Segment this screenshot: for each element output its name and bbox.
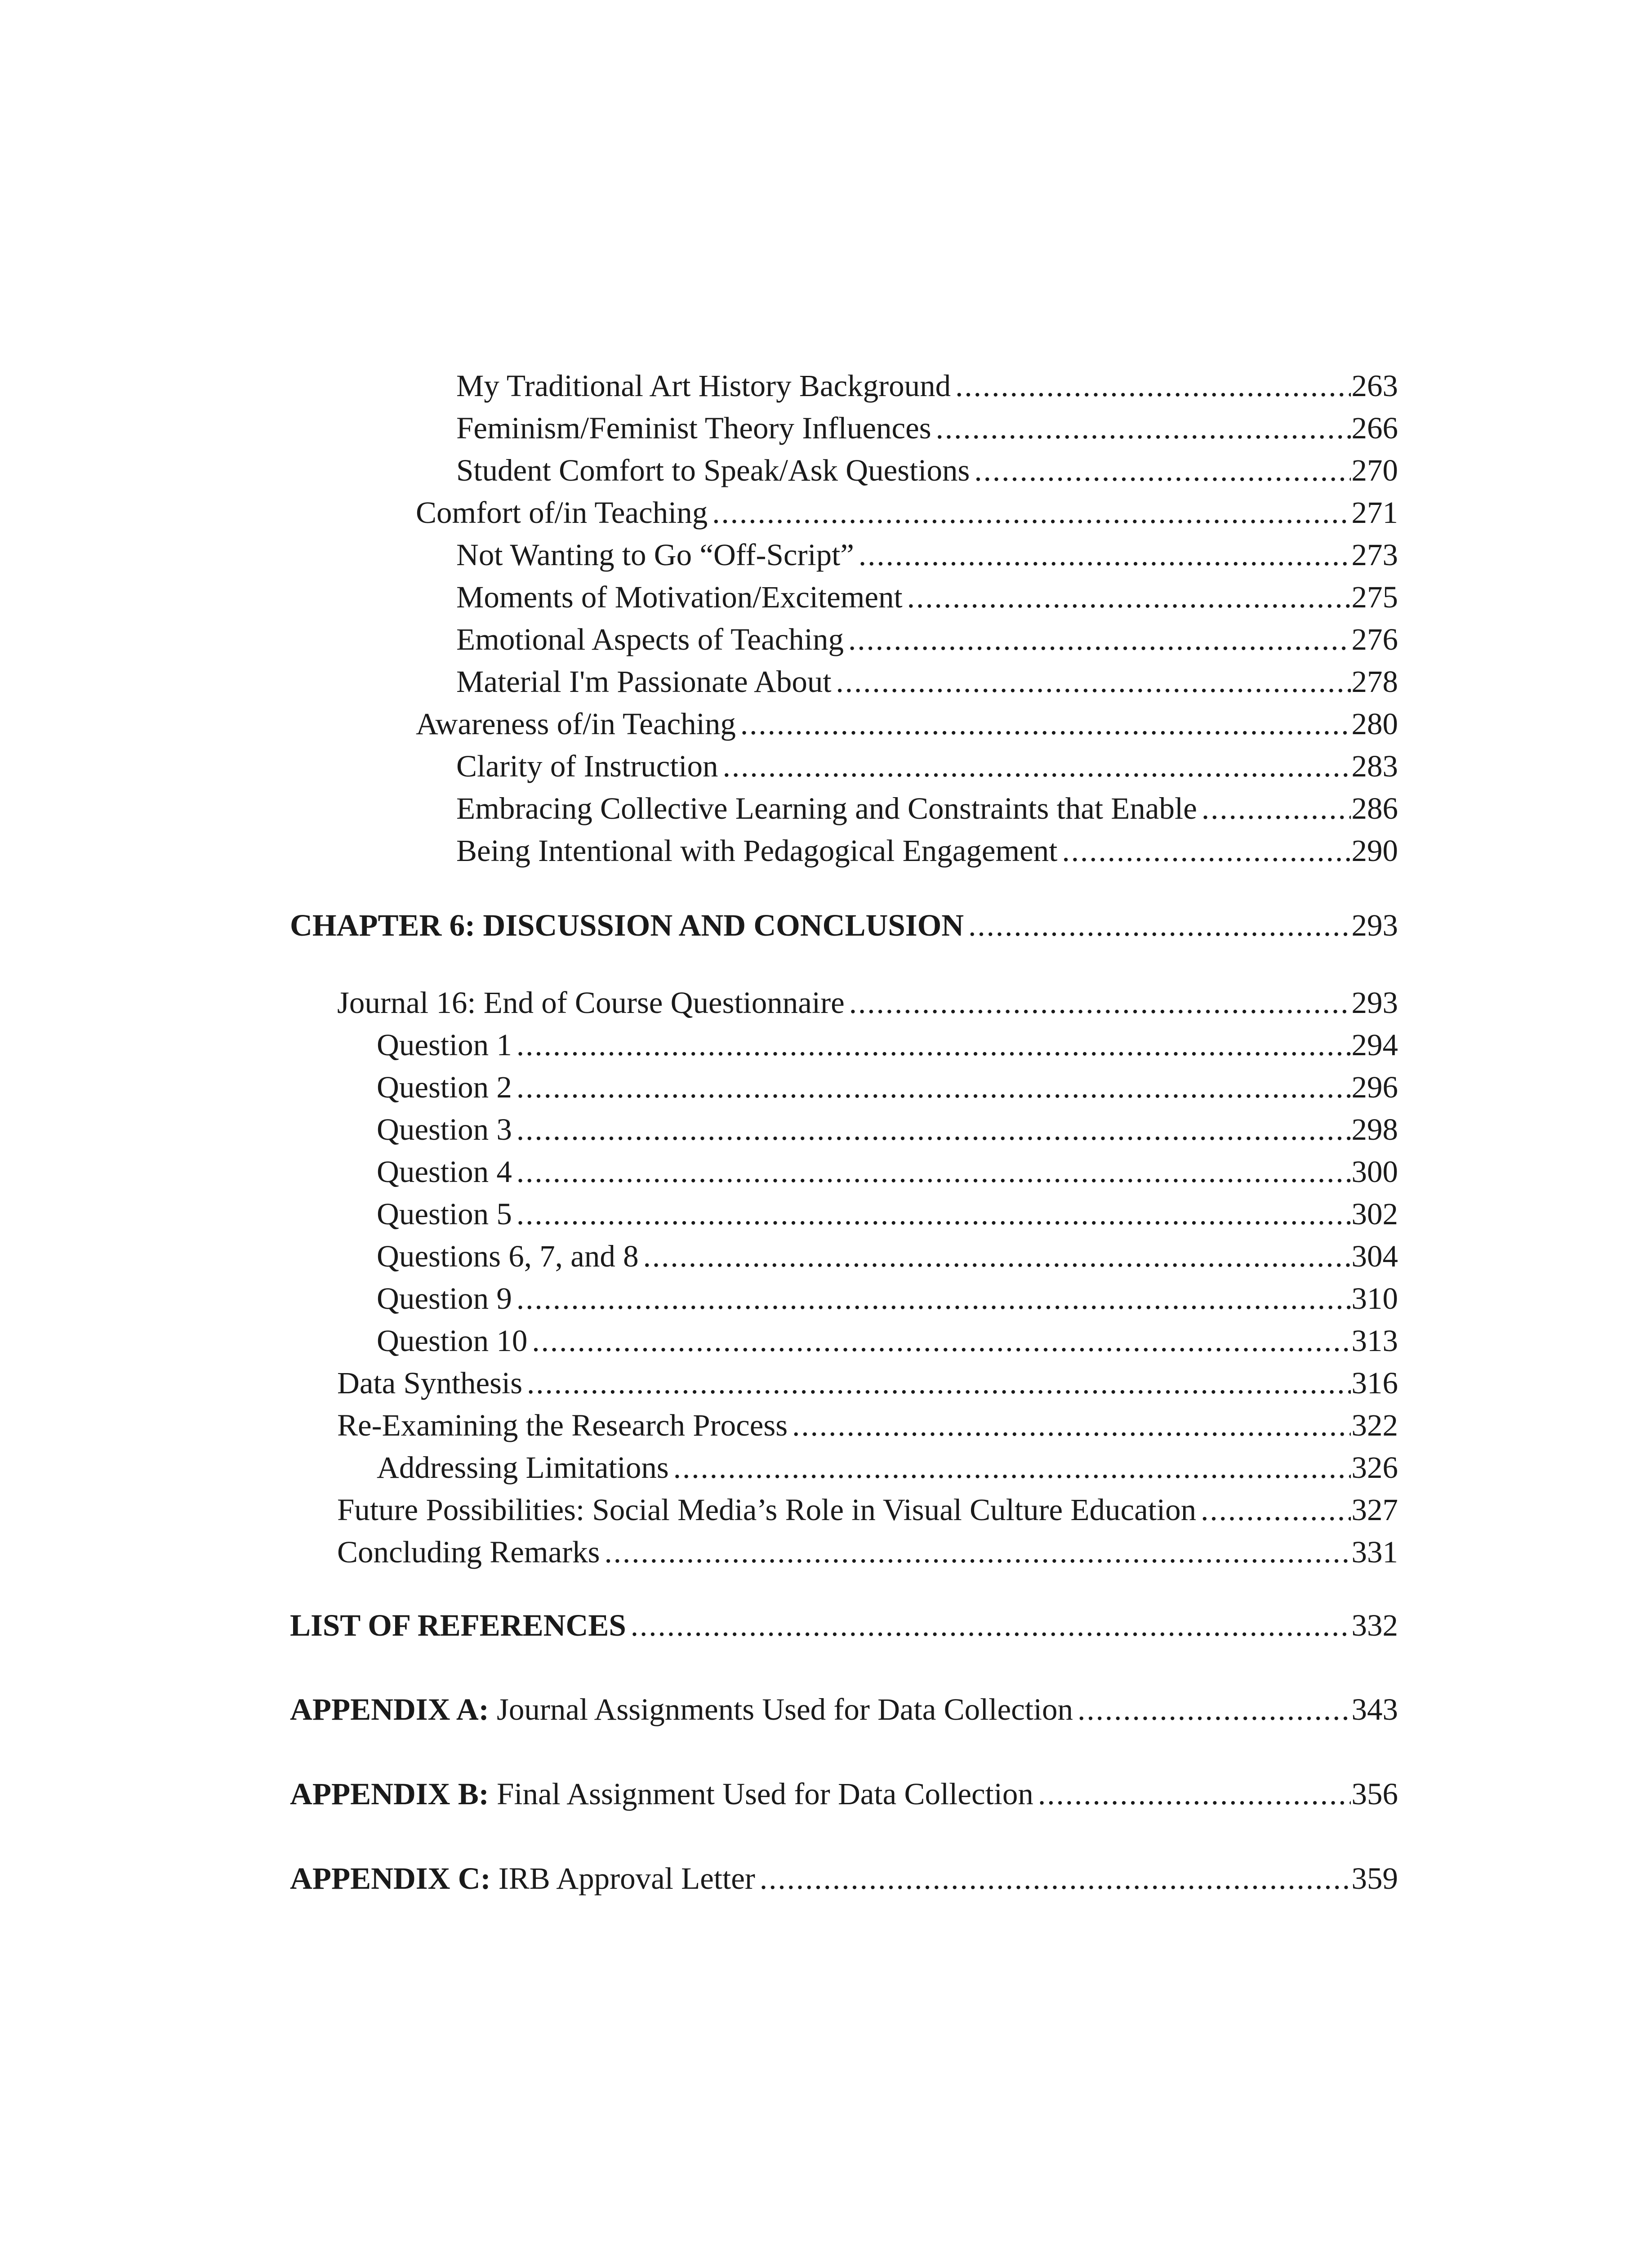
toc-entry-title: Question 4: [377, 1155, 512, 1189]
dot-leader: [1062, 828, 1350, 873]
toc-entry: [416, 490, 1398, 535]
toc-entry-title: Student Comfort to Speak/Ask Questions: [456, 453, 970, 487]
toc-entry-title: Question 2: [377, 1070, 512, 1104]
toc-appendix-entry: [290, 1771, 1398, 1816]
dot-leader: [517, 1065, 1351, 1110]
toc-entry: [377, 1149, 1398, 1194]
appendix-label: APPENDIX C:: [290, 1861, 491, 1896]
toc-entry-page: 271: [1351, 495, 1398, 530]
toc-entry-page: 343: [1351, 1692, 1398, 1726]
toc-entry-page: 322: [1351, 1408, 1398, 1442]
toc-entry-page: 296: [1351, 1070, 1398, 1104]
toc-entry: [337, 1530, 1398, 1574]
toc-entry-title: Embracing Collective Learning and Constraints that Enable: [456, 791, 1197, 825]
toc-entry-page: 332: [1351, 1608, 1398, 1642]
toc-entry-title: Data Synthesis: [337, 1366, 523, 1400]
toc-entry-page: 290: [1351, 834, 1398, 868]
toc-entry: [377, 1065, 1398, 1110]
toc-entry: [337, 1360, 1398, 1405]
toc-entry-title: LIST OF REFERENCES: [290, 1608, 626, 1642]
dot-leader: [836, 659, 1351, 704]
toc-references-entry: [290, 1603, 1398, 1648]
toc-entry-title: Question 9: [377, 1281, 512, 1316]
toc-entry-page: 313: [1351, 1324, 1398, 1358]
dot-leader: [848, 617, 1351, 662]
dot-leader: [527, 1360, 1350, 1405]
toc-entry-page: 326: [1351, 1450, 1398, 1485]
toc-entry-page: 283: [1351, 749, 1398, 783]
toc-entry-title: Questions 6, 7, and 8: [377, 1239, 639, 1273]
dot-leader: [723, 744, 1351, 789]
dot-leader: [605, 1530, 1351, 1574]
toc-entry-page: 331: [1351, 1535, 1398, 1569]
toc-entry-title: Future Possibilities: Social Media’s Role in Visual Culture Education: [337, 1493, 1197, 1527]
toc-entry-title: [290, 1771, 1033, 1816]
toc-entry-title: Question 3: [377, 1112, 512, 1146]
toc-entry-title: Addressing Limitations: [377, 1450, 669, 1485]
appendix-label: APPENDIX B:: [290, 1777, 489, 1811]
toc-entry-page: 300: [1351, 1155, 1398, 1189]
toc-entry-title: Being Intentional with Pedagogical Engagement: [456, 834, 1058, 868]
dot-leader: [643, 1234, 1351, 1279]
toc-entry-page: 263: [1351, 369, 1398, 403]
toc-entry-title: Question 1: [377, 1028, 512, 1062]
toc-entry: [456, 363, 1398, 408]
dot-leader: [517, 1276, 1351, 1321]
dot-leader: [517, 1022, 1351, 1067]
dot-leader: [907, 575, 1351, 620]
toc-entry-title: Comfort of/in Teaching: [416, 495, 708, 530]
toc-entry-page: 273: [1351, 538, 1398, 572]
toc-entry-page: 356: [1351, 1777, 1398, 1811]
toc-appendix-entry: [290, 1687, 1398, 1732]
dot-leader: [968, 903, 1350, 948]
toc-entry: [337, 1487, 1398, 1532]
dot-leader: [517, 1191, 1351, 1236]
dot-leader: [631, 1603, 1351, 1648]
dot-leader: [955, 363, 1350, 408]
appendix-label: APPENDIX A:: [290, 1692, 489, 1726]
toc-entry-page: 316: [1351, 1366, 1398, 1400]
toc-entry-title: Question 10: [377, 1324, 528, 1358]
toc-entry: [456, 617, 1398, 662]
toc-entry-page: 310: [1351, 1281, 1398, 1316]
dot-leader: [936, 406, 1351, 450]
dot-leader: [740, 701, 1351, 746]
dot-leader: [532, 1318, 1350, 1363]
toc-entry-page: 286: [1351, 791, 1398, 825]
toc-entry-page: 276: [1351, 622, 1398, 656]
toc-entry-page: 304: [1351, 1239, 1398, 1273]
toc-entry: [456, 406, 1398, 450]
toc-entry: [337, 1403, 1398, 1448]
toc-entry-page: 275: [1351, 580, 1398, 614]
toc-entry: [377, 1234, 1398, 1279]
dot-leader: [974, 448, 1350, 493]
toc-entry-page: 293: [1351, 986, 1398, 1020]
dot-leader: [1201, 1487, 1350, 1532]
toc-entry-page: 298: [1351, 1112, 1398, 1146]
toc-entry: [377, 1445, 1398, 1490]
toc-entry: [416, 701, 1398, 746]
dot-leader: [849, 980, 1351, 1025]
toc-entry-title: [290, 1856, 755, 1901]
toc-entry: [377, 1191, 1398, 1236]
toc-entry-page: 302: [1351, 1197, 1398, 1231]
appendix-title: Final Assignment Used for Data Collection: [497, 1777, 1033, 1811]
toc-entry-page: 278: [1351, 665, 1398, 699]
toc-entry-title: Concluding Remarks: [337, 1535, 600, 1569]
appendix-title: Journal Assignments Used for Data Collection: [497, 1692, 1073, 1726]
appendix-title: IRB Approval Letter: [498, 1861, 755, 1896]
dot-leader: [792, 1403, 1350, 1448]
toc-entry: [456, 744, 1398, 789]
toc-entry-title: Moments of Motivation/Excitement: [456, 580, 903, 614]
toc-entry: [377, 1022, 1398, 1067]
toc-entry-title: Re-Examining the Research Process: [337, 1408, 788, 1442]
toc-entry-title: Material I'm Passionate About: [456, 665, 832, 699]
toc-entry-title: Feminism/Feminist Theory Influences: [456, 411, 931, 445]
dot-leader: [517, 1149, 1351, 1194]
toc-entry-title: [290, 1687, 1073, 1732]
toc-entry: [377, 1107, 1398, 1152]
dot-leader: [1038, 1771, 1351, 1816]
toc-entry-page: 294: [1351, 1028, 1398, 1062]
toc-entry-title: My Traditional Art History Background: [456, 369, 951, 403]
dot-leader: [859, 532, 1351, 577]
toc-entry-title: Clarity of Instruction: [456, 749, 718, 783]
toc-entry-page: 270: [1351, 453, 1398, 487]
toc-entry-title: Question 5: [377, 1197, 512, 1231]
toc-entry-title: Journal 16: End of Course Questionnaire: [337, 986, 845, 1020]
dot-leader: [1078, 1687, 1350, 1732]
toc-entry-title: CHAPTER 6: DISCUSSION AND CONCLUSION: [290, 908, 964, 942]
toc-entry: [337, 980, 1398, 1025]
toc-entry-page: 266: [1351, 411, 1398, 445]
dot-leader: [517, 1107, 1351, 1152]
toc-entry: [456, 448, 1398, 493]
toc-entry-title: Awareness of/in Teaching: [416, 707, 736, 741]
toc-entry: [377, 1276, 1398, 1321]
toc-entry-page: 327: [1351, 1493, 1398, 1527]
dot-leader: [673, 1445, 1351, 1490]
toc-entry: [456, 575, 1398, 620]
toc-entry: [456, 828, 1398, 873]
toc-entry: [456, 786, 1398, 831]
toc-entry-page: 293: [1351, 908, 1398, 942]
toc-entry-title: Not Wanting to Go “Off-Script”: [456, 538, 854, 572]
toc-appendix-entry: [290, 1856, 1398, 1901]
toc-entry: [456, 659, 1398, 704]
dot-leader: [712, 490, 1350, 535]
toc-entry: [377, 1318, 1398, 1363]
toc-entry-title: Emotional Aspects of Teaching: [456, 622, 844, 656]
toc-entry-page: 359: [1351, 1861, 1398, 1896]
toc-chapter-entry: [290, 903, 1398, 948]
dot-leader: [760, 1856, 1351, 1901]
dot-leader: [1202, 786, 1351, 831]
toc-entry-page: 280: [1351, 707, 1398, 741]
toc-entry: [456, 532, 1398, 577]
